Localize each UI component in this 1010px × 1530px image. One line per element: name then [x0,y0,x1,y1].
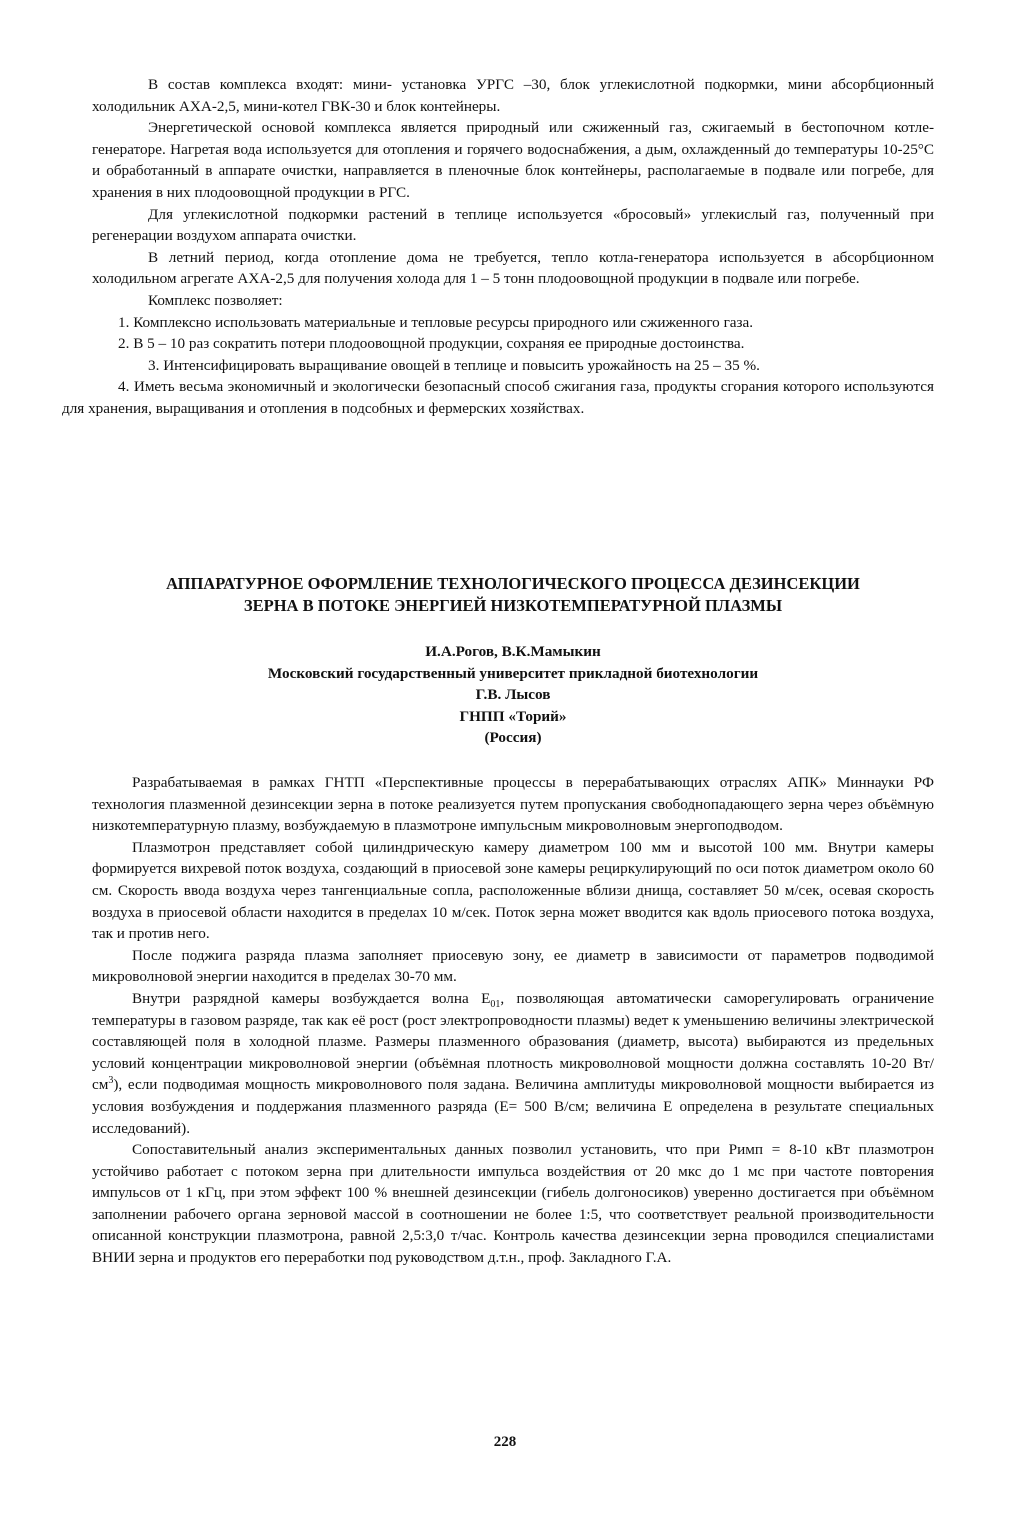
authors-block [90,641,936,749]
body-paragraph-3: После поджига разряда плазма заполняет приосевую зону, ее диаметр в зависимости от параметров подводимой микроволновой энергии находится в пределах 30-70 мм. [92,946,934,986]
list-item-4: 4. Иметь весьма экономичный и экологически безопасный способ сжигания газа, продукты сгорания которого используются для хранения, выращивания и отопления в подсобных и фермерских хозяйствах. [62,378,934,417]
body-paragraph-4-part-b: , позволяющая автоматически саморегулировать ограничение температуры в газовом разряде, так как её рост (рост электропроводности плазмы) ведет к уменьшению величины электрической составляющей поля в холодной плазме. Размеры плазменного образования (диаметр, высота) выбираются из предельных условий концентрации микроволновой энергии (объёмная плотность микроволновой мощности должна составлять 10-20 Вт/см [92,989,934,1094]
body-paragraph-4 [92,988,934,1139]
wave-mode-subscript: 01 [490,998,501,1010]
article-title-line-2: ЗЕРНА В ПОТОКЕ ЭНЕРГИЕЙ НИЗКОТЕМПЕРАТУРНОЙ ПЛАЗМЫ [243,596,783,615]
country: (Россия) [484,729,542,747]
intro-paragraph-4: В летний период, когда отопление дома не требуется, тепло котла-генератора используется в абсорбционном холодильном агрегате АХА-2,5 для получения холода для 1 – 5 тонн плодоовощной продукции в подвале или погребе. [92,248,934,288]
list-item-1: 1. Комплексно использовать материальные и тепловые ресурсы природного или сжиженного газа. [118,313,754,331]
intro-paragraph-3: Для углекислотной подкормки растений в теплице используется «бросовый» углекислый газ, полученный при регенерации воздухом аппарата очистки. [92,205,934,245]
article-body [92,772,934,1269]
authors-1: И.А.Рогов, В.К.Мамыкин [425,643,601,660]
article-title [90,573,936,617]
body-paragraph-4-part-a: Внутри разрядной камеры возбуждается волна E [132,989,491,1007]
body-paragraph-1: Разрабатываемая в рамках ГНТП «Перспективные процессы в перерабатывающих отраслях АПК» Миннауки РФ технология плазменной дезинсекции зерна в потоке реализуется путем пропускания свободнопадающего зерна через объёмную низкотемпературную плазму, возбуждаемую в плазмотроне импульсным микроволновым энергоподводом. [92,774,934,835]
intro-paragraph-1: В состав комплекса входят: мини- установка УРГС –30, блок углекислотной подкормки, мини абсорбционный холодильник АХА-2,5, мини-котел ГВК-30 и блок контейнеры. [92,76,934,115]
article-title-line-1: АППАРАТУРНОЕ ОФОРМЛЕНИЕ ТЕХНОЛОГИЧЕСКОГО ПРОЦЕССА ДЕЗИНСЕКЦИИ [166,574,860,593]
intro-section [62,74,934,420]
list-item-3: 3. Интенсифицировать выращивание овощей в теплице и повысить урожайность на 25 – 35 %. [148,356,760,374]
intro-paragraph-5: Комплекс позволяет: [148,291,283,309]
body-paragraph-5: Сопоставительный анализ экспериментальных данных позволил установить, что при Римп = 8-10 кВт плазмотрон устойчиво работает с потоком зерна при длительности импульса воздействия от 20 мкс до 1 мс при частоте повторения импульсов от 1 кГц, при этом эффект 100 % внешней дезинсекции (гибель долгоносиков) уверенно достигается при объёмном заполнении рабочего органа зерновой массой в соотношении не более 1:5, что соответствует реальной производительности описанной конструкции плазмотрона, равной 2,5:3,0 т/час. Контроль качества дезинсекции зерна проводился специалистами ВНИИ зерна и продуктов его переработки под руководством д.т.н., проф. Закладного Г.А. [92,1141,934,1267]
authors-2: Г.В. Лысов [475,686,551,704]
body-paragraph-2: Плазмотрон представляет собой цилиндрическую камеру диаметром 100 мм и высотой 100 мм. Внутри камеры формируется вихревой поток воздуха, создающий в приосевой зоне камеры рециркулирующий по оси поток диаметром около 60 см. Скорость ввода воздуха через тангенциальные сопла, расположенные вблизи днища, составляет 50 м/сек, осевая скорость воздуха в приосевой области находится в пределах 10 м/сек. Поток зерна может вводится как вдоль приосевого потока воздуха, так и против него. [92,838,934,943]
affiliation-1: Московский государственный университет прикладной биотехнологии [267,664,759,682]
affiliation-2: ГНПП «Торий» [459,707,567,725]
cubic-superscript: 3 [108,1075,114,1087]
list-item-2: 2. В 5 – 10 раз сократить потери плодоовощной продукции, сохраняя ее природные достоинства. [118,335,745,353]
intro-paragraph-2: Энергетической основой комплекса является природный или сжиженный газ, сжигаемый в бестопочном котле-генераторе. Нагретая вода используется для отопления и горячего водоснабжения, а дым, охлажденный до температуры 10-25°С и обработанный в аппарате очистки, направляется в пленочные блок контейнеры, располагаемые в подвале или погребе, для хранения в них плодоовощной продукции в РГС. [92,119,934,201]
page-number: 228 [493,1434,517,1450]
body-paragraph-4-part-c: ), если подводимая мощность микроволнового поля задана. Величина амплитуды микроволновой мощности выбирается из условия возбуждения и поддержания плазменного разряда (Е= 500 В/см; величина Е определена в результате специальных исследований). [92,1076,934,1137]
